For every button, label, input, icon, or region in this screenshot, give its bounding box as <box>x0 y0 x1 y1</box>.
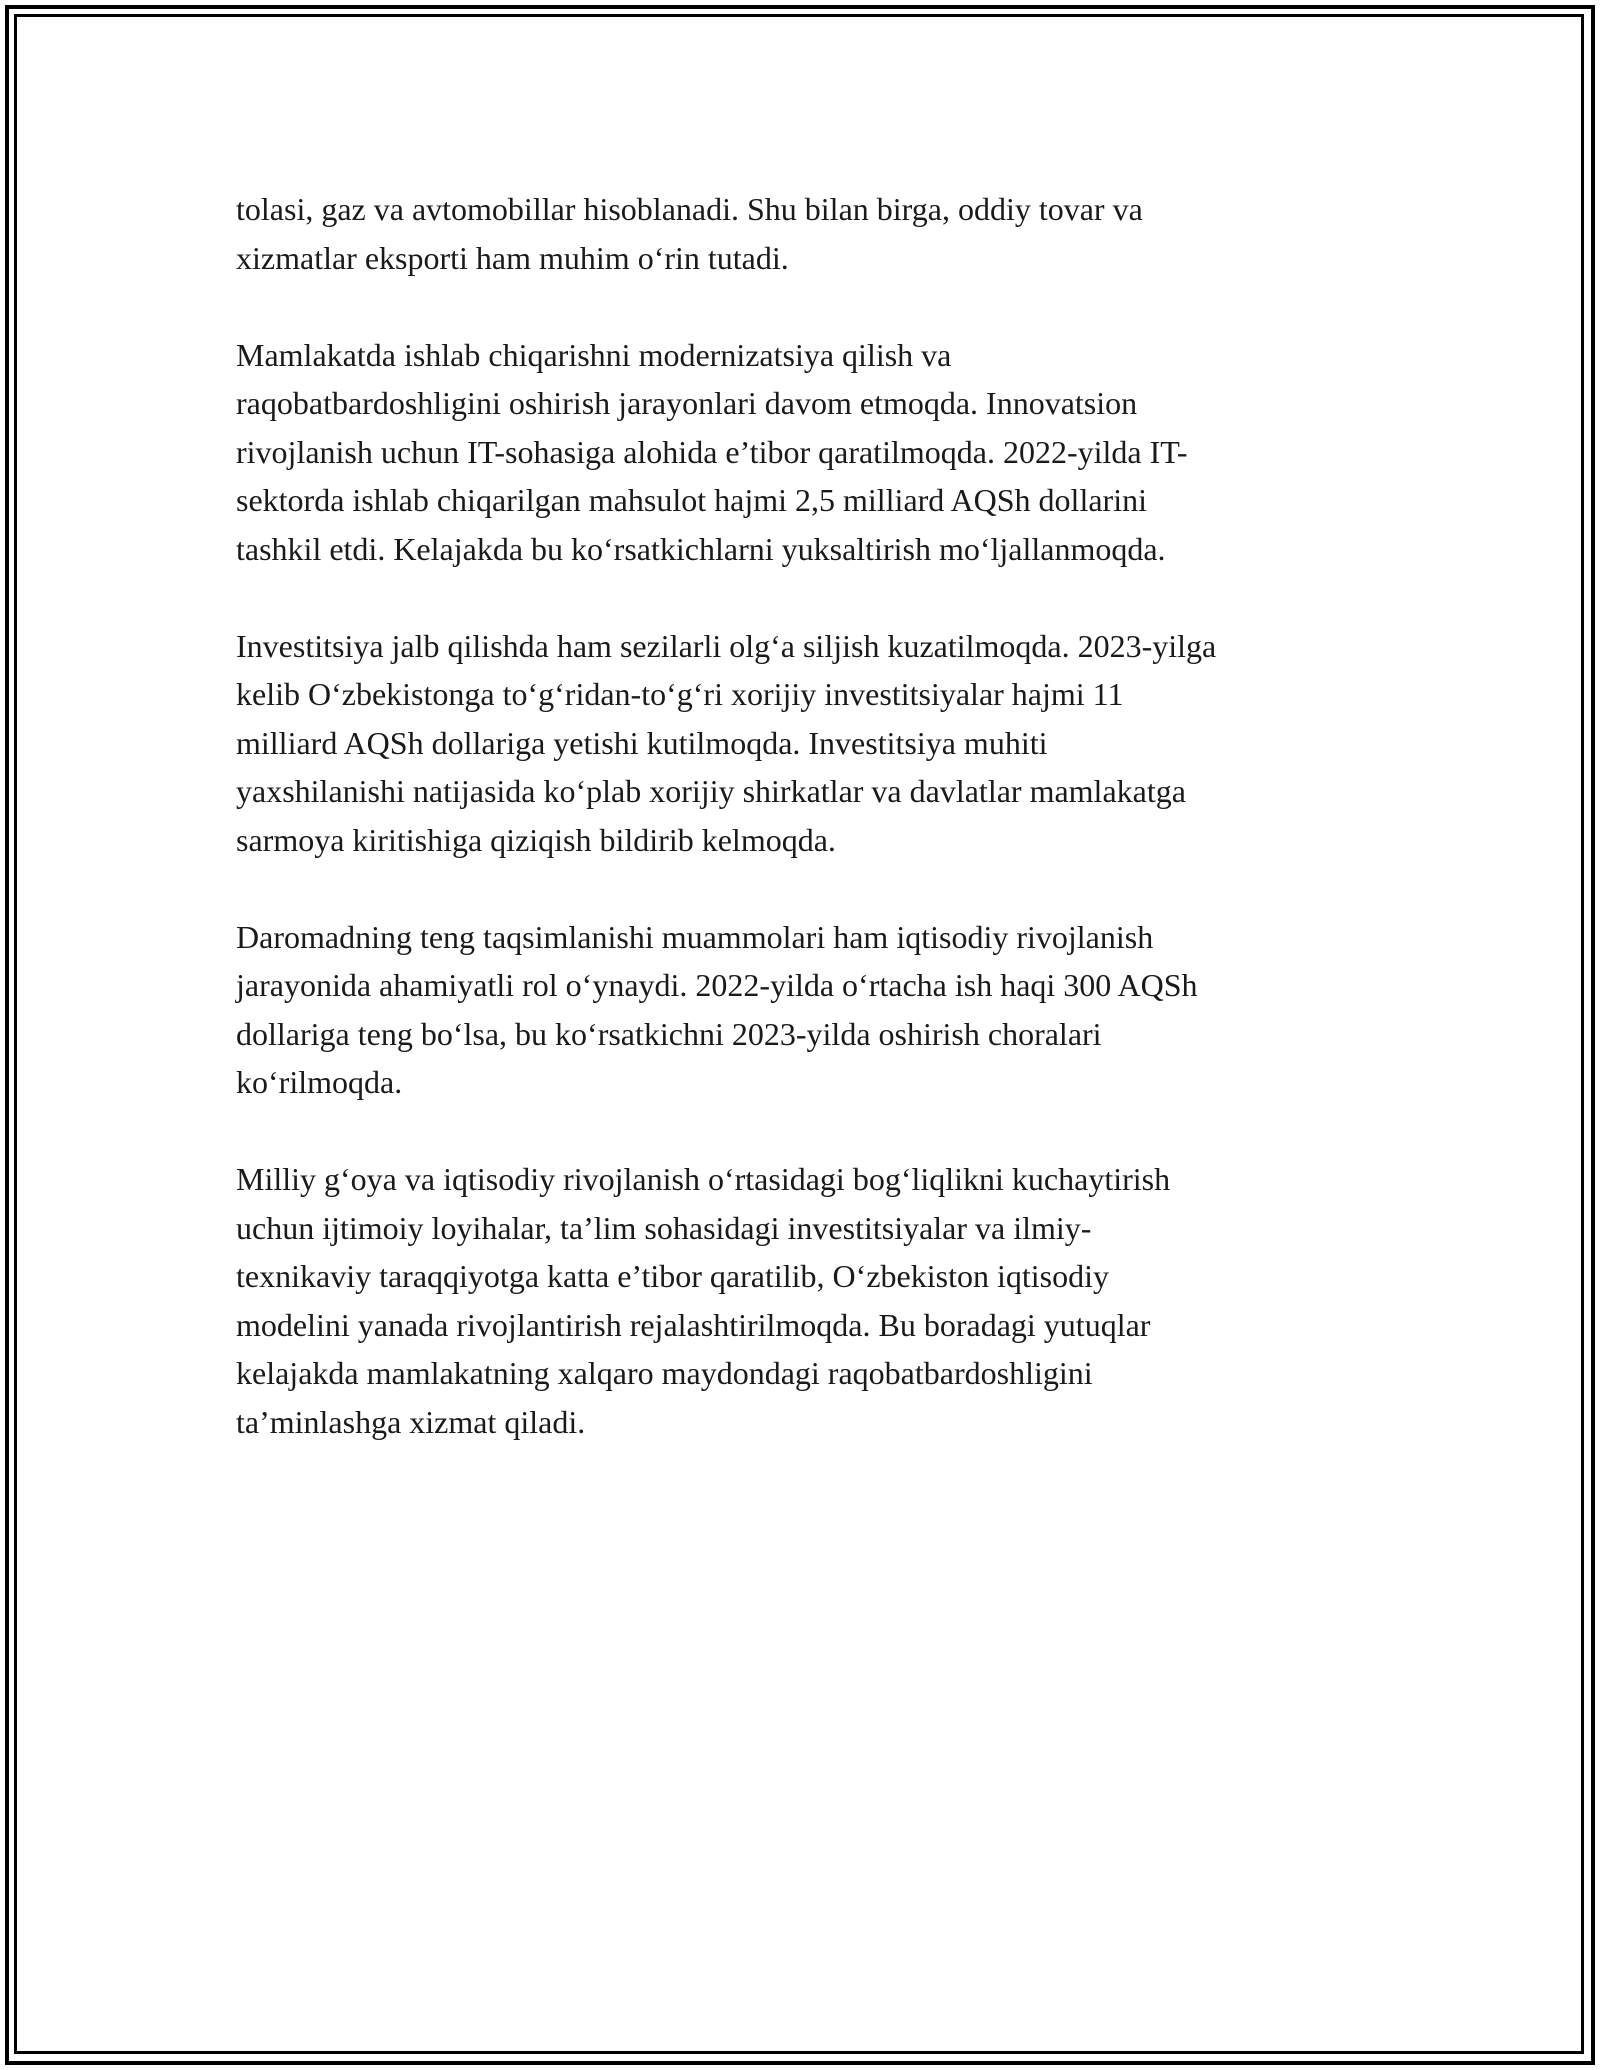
text-line: Milliy g‘oya va iqtisodiy rivojlanish o‘rtasidagi bog‘liqlikni kuchaytirish <box>236 1161 1171 1197</box>
text-line: modelini yanada rivojlantirish rejalashtirilmoqda. Bu boradagi yutuqlar <box>236 1306 1151 1343</box>
document-body <box>236 185 1376 1495</box>
text-line: dollariga teng bo‘lsa, bu ko‘rsatkichni 2023-yilda oshirish choralari <box>236 1015 1102 1052</box>
paragraph-5 <box>236 1155 1376 1446</box>
text-line: texnikaviy taraqqiyotga katta e’tibor qaratilib, O‘zbekiston iqtisodiy <box>236 1258 1109 1294</box>
text-line: milliard AQSh dollariga yetishi kutilmoqda. Investitsiya muhiti <box>236 724 1048 761</box>
text-line: tolasi, gaz va avtomobillar hisoblanadi. Shu bilan birga, oddiy tovar va <box>236 191 1143 227</box>
text-line: sarmoya kiritishiga qiziqish bildirib kelmoqda. <box>236 821 836 858</box>
text-line: yaxshilanishi natijasida ko‘plab xorijiy shirkatlar va davlatlar mamlakatga <box>236 773 1186 809</box>
text-line: kelajakda mamlakatning xalqaro maydondagi raqobatbardoshligini <box>236 1355 1093 1391</box>
text-line: xizmatlar eksporti ham muhim o‘rin tutadi. <box>236 239 789 276</box>
text-line: raqobatbardoshligini oshirish jarayonlari davom etmoqda. Innovatsion <box>236 385 1138 421</box>
text-line: jarayonida ahamiyatli rol o‘ynaydi. 2022-yilda o‘rtacha ish haqi 300 AQSh <box>236 967 1198 1003</box>
text-line: Investitsiya jalb qilishda ham sezilarli olg‘a siljish kuzatilmoqda. 2023-yilga <box>236 627 1217 664</box>
text-line: kelib O‘zbekistonga to‘g‘ridan-to‘g‘ri xorijiy investitsiyalar hajmi 11 <box>236 676 1124 712</box>
paragraph-4 <box>236 913 1376 1107</box>
text-line: rivojlanish uchun IT-sohasiga alohida e’tibor qaratilmoqda. 2022-yilda IT- <box>236 433 1188 470</box>
paragraph-3 <box>236 622 1376 865</box>
text-line: tashkil etdi. Kelajakda bu ko‘rsatkichlarni yuksaltirish mo‘ljallanmoqda. <box>236 530 1166 567</box>
paragraph-1 <box>236 185 1376 282</box>
paragraph-2 <box>236 331 1376 574</box>
text-line: uchun ijtimoiy loyihalar, ta’lim sohasidagi investitsiyalar va ilmiy- <box>236 1209 1092 1246</box>
text-line: ta’minlashga xizmat qiladi. <box>236 1403 586 1440</box>
text-line: Daromadning teng taqsimlanishi muammolari ham iqtisodiy rivojlanish <box>236 918 1154 955</box>
text-line: Mamlakatda ishlab chiqarishni modernizatsiya qilish va <box>236 336 952 373</box>
text-line: ko‘rilmoqda. <box>236 1064 403 1100</box>
text-line: sektorda ishlab chiqarilgan mahsulot hajmi 2,5 milliard AQSh dollarini <box>236 482 1147 518</box>
